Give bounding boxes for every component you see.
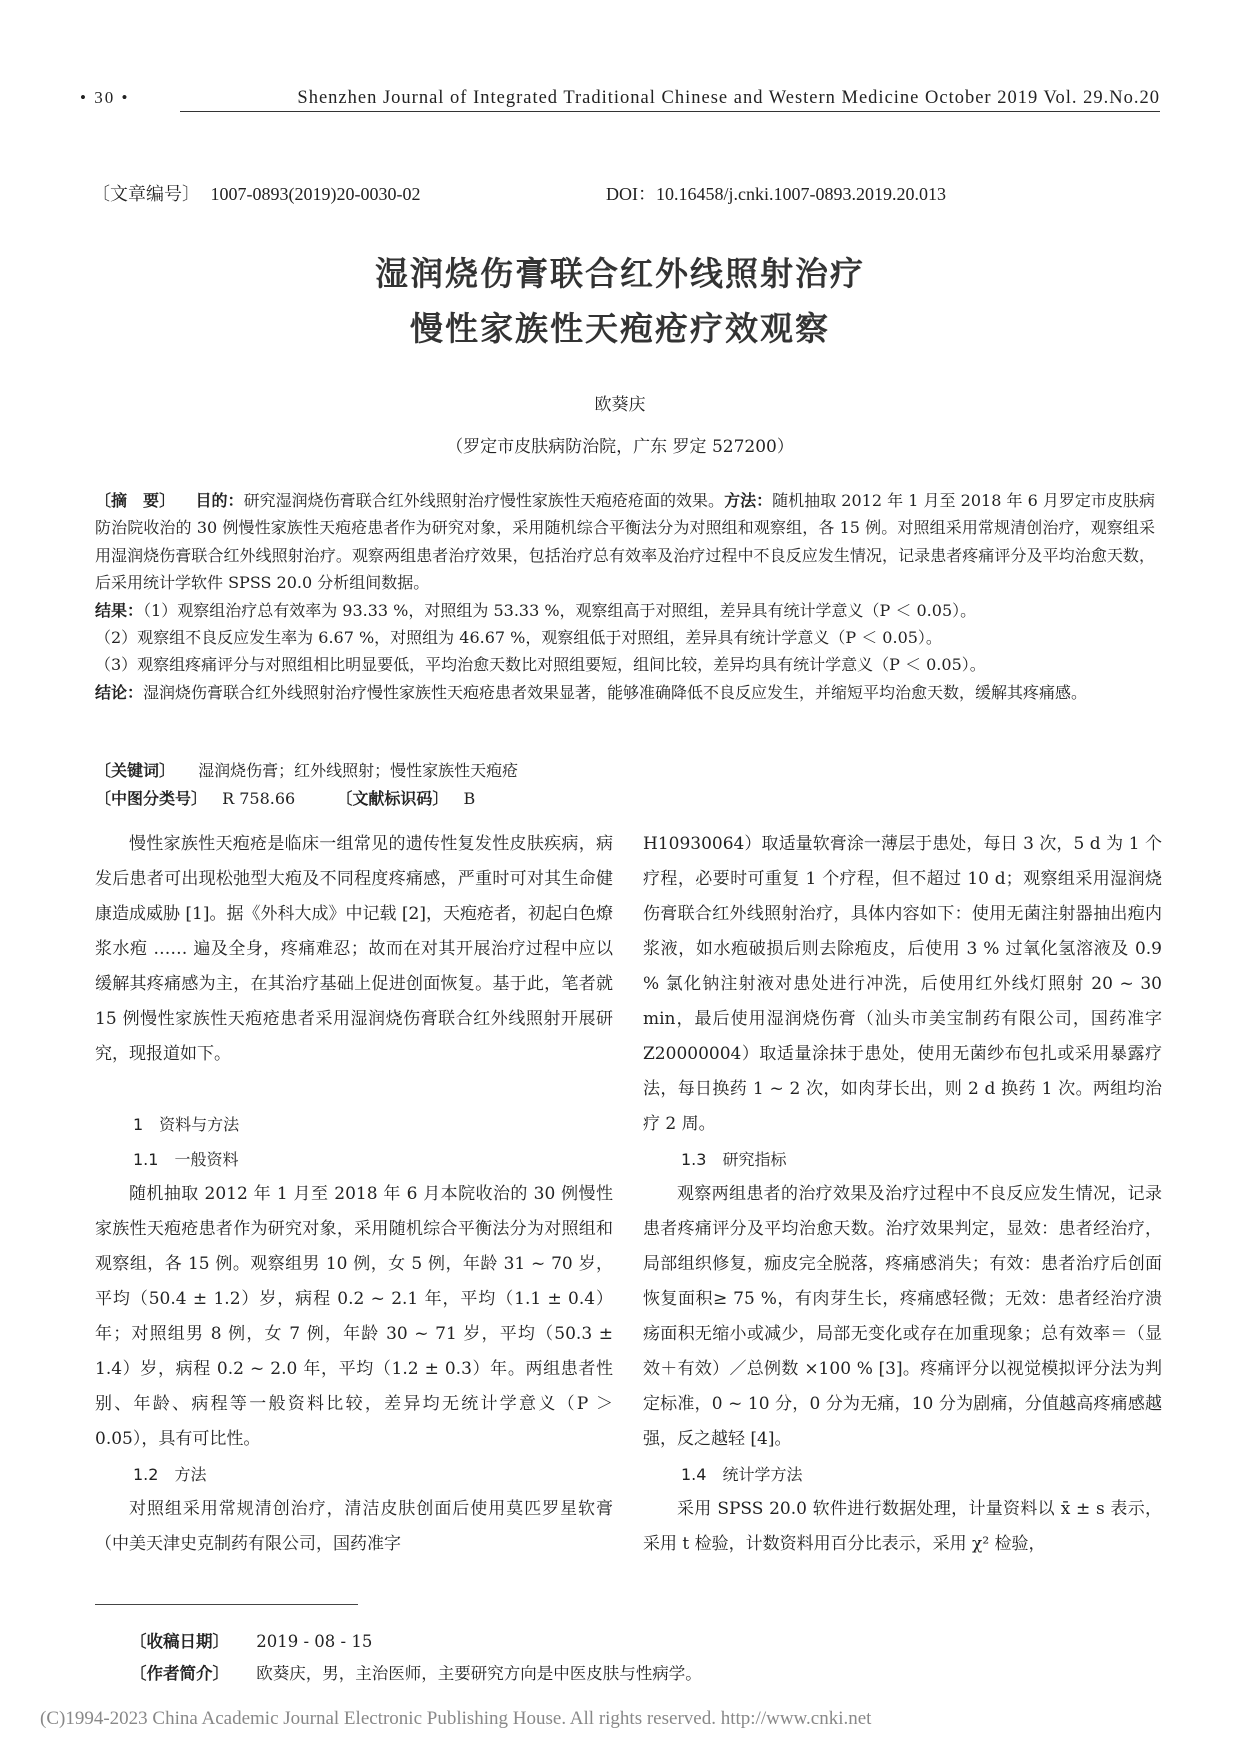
- article-title-line1: 湿润烧伤膏联合红外线照射治疗: [375, 254, 865, 293]
- article-title-line2: 慢性家族性天疱疮疗效观察: [410, 309, 830, 348]
- clc-label: 〔中图分类号〕: [95, 789, 208, 808]
- abstract-method: 随机抽取 2012 年 1 月至 2018 年 6 月罗定市皮肤病防治院收治的 30 例慢性家族性天疱疮患者作为研究对象，采用随机综合平衡法分为对照组和观察组，各 15 例。对照组采用常规清创治疗，观察组采用湿润烧伤膏联合红外线照射治疗。观察两组患者治疗效果，包括治疗总有效率及治疗过程中不良反应发生情况，记录患者疼痛评分及平均治愈天数，后采用统计学软件 SPSS 20.0 分析组间数据。: [95, 491, 1155, 593]
- received-date: [130, 1628, 372, 1652]
- classification: [95, 786, 475, 809]
- abstract-result-1: （1）观察组治疗总有效率为 93.33 %，对照组为 53.33 %，观察组高于对照组，差异具有统计学意义（P ＜ 0.05）。: [143, 600, 977, 620]
- paragraph-1-3: 观察两组患者的治疗效果及治疗过程中不良反应发生情况，记录患者疼痛评分及平均治愈天数。治疗效果判定，显效：患者经治疗，局部组织修复，痂皮完全脱落，疼痛感消失；有效：患者治疗后创面恢复面积≥ 75 %，有肉芽生长，疼痛感轻微；无效：患者经治疗溃疡面积无缩小或减少，局部无变化或存在加重现象；总有效率＝（显效＋有效）／总例数 ×100 % [3]。疼痛评分以视觉模拟评分法为判定标准，0 ~ 10 分，0 分为无痛，10 分为剧痛，分值越高疼痛感越强，反之越轻 [4]。: [643, 1184, 1162, 1449]
- author-bio-text: 欧葵庆，男，主治医师，主要研究方向是中医皮肤与性病学。: [256, 1664, 702, 1683]
- author-bio-label: 〔作者简介〕: [130, 1664, 229, 1683]
- intro-paragraph: 慢性家族性天疱疮是临床一组常见的遗传性复发性皮肤疾病，病发后患者可出现松弛型大疱及不同程度疼痛感，严重时可对其生命健康造成威胁 [1]。据《外科大成》中记载 [2]，天疱疮者，初起白色燎浆水疱 …… 遍及全身，疼痛难忍；故而在对其开展治疗过程中应以缓解其疼痛感为主，在其治疗基础上促进创面恢复。基于此，笔者就 15 例慢性家族性天疱疮患者采用湿润烧伤膏联合红外线照射开展研究，现报道如下。: [95, 834, 613, 1064]
- abstract-purpose: 研究湿润烧伤膏联合红外线照射治疗慢性家族性天疱疮疮面的效果。: [243, 491, 725, 510]
- author-bio: [130, 1660, 702, 1684]
- article-id: [92, 180, 420, 206]
- conclusion-label: 结论：: [95, 682, 144, 702]
- doc-code: B: [463, 789, 476, 808]
- abstract-label: 〔摘 要〕: [95, 491, 176, 510]
- abstract-result-2: （2）观察组不良反应发生率为 6.67 %，对照组为 46.67 %，观察组低于对照组，差异具有统计学意义（P ＜ 0.05）。: [95, 628, 942, 648]
- method-label: 方法：: [724, 491, 773, 510]
- result-label: 结果：: [95, 600, 144, 620]
- author: 欧葵庆: [594, 395, 646, 415]
- body-column-left: [95, 827, 613, 1562]
- page-number: • 30 •: [80, 88, 130, 107]
- abstract: [95, 487, 1155, 706]
- affiliation: （罗定市皮肤病防治院，广东 罗定 527200）: [446, 437, 794, 457]
- paragraph-1-2: 对照组采用常规清创治疗，清洁皮肤创面后使用莫匹罗星软膏（中美天津史克制药有限公司，国药准字: [95, 1499, 613, 1554]
- article-id-label: 〔文章编号〕: [92, 184, 200, 204]
- article-id-value: 1007-0893(2019)20-0030-02: [210, 184, 421, 204]
- paragraph-1-4: 采用 SPSS 20.0 软件进行数据处理，计量资料以 x̄ ± s 表示，采用 t 检验，计数资料用百分比表示，采用 χ² 检验，: [643, 1499, 1162, 1554]
- paragraph-1-2-cont: H10930064）取适量软膏涂一薄层于患处，每日 3 次，5 d 为 1 个疗程，必要时可重复 1 个疗程，但不超过 10 d；观察组采用湿润烧伤膏联合红外线照射治疗，具体内容如下：使用无菌注射器抽出疱内浆液，如水疱破损后则去除疱皮，后使用 3 % 过氧化氢溶液及 0.9 % 氯化钠注射液对患处进行冲洗，后使用红外线灯照射 20 ~ 30 min，最后使用湿润烧伤膏（汕头市美宝制药有限公司，国药准字 Z20000004）取适量涂抹于患处，使用无菌纱布包扎或采用暴露疗法，每日换药 1 ~ 2 次，如肉芽长出，则 2 d 换药 1 次。两组均治疗 2 周。: [643, 834, 1162, 1134]
- abstract-result-3: （3）观察组疼痛评分与对照组相比明显要低，平均治愈天数比对照组要短，组间比较，差异均具有统计学意义（P ＜ 0.05）。: [95, 655, 986, 675]
- body-column-right: [643, 827, 1162, 1562]
- keywords: [95, 758, 518, 781]
- section-heading-1-4: 1.4 统计学方法: [681, 1465, 803, 1484]
- paragraph-1-1: 随机抽取 2012 年 1 月至 2018 年 6 月本院收治的 30 例慢性家族性天疱疮患者作为研究对象，采用随机综合平衡法分为对照组和观察组，各 15 例。观察组男 10 例，女 5 例，年龄 31 ~ 70 岁，平均（50.4 ± 1.2）岁，病程 0.2 ~ 2.1 年，平均（1.1 ± 0.4）年；对照组男 8 例，女 7 例，年龄 30 ~ 71 岁，平均（50.3 ± 1.4）岁，病程 0.2 ~ 2.0 年，平均（1.2 ± 0.3）年。两组患者性别、年龄、病程等一般资料比较，差异均无统计学意义（P ＞ 0.05），具有可比性。: [95, 1184, 613, 1449]
- copyright-notice: (C)1994-2023 China Academic Journal Electronic Publishing House. All rights reserved. http://www.cnki.net: [40, 1708, 872, 1729]
- purpose-label: 目的：: [195, 491, 244, 510]
- keywords-label: 〔关键词〕: [95, 761, 176, 780]
- received-value: 2019 - 08 - 15: [256, 1632, 373, 1651]
- doc-code-label: 〔文献标识码〕: [336, 789, 449, 808]
- section-heading-1-1: 1.1 一般资料: [133, 1150, 239, 1169]
- clc-code: R 758.66: [222, 789, 296, 808]
- section-heading-1: 1 资料与方法: [133, 1115, 240, 1134]
- footnote-divider: [95, 1604, 358, 1605]
- keywords-text: 湿润烧伤膏；红外线照射；慢性家族性天疱疮: [198, 761, 519, 780]
- abstract-conclusion: 湿润烧伤膏联合红外线照射治疗慢性家族性天疱疮患者效果显著，能够准确降低不良反应发生，并缩短平均治愈天数，缓解其疼痛感。: [143, 682, 1088, 702]
- section-heading-1-2: 1.2 方法: [133, 1465, 207, 1484]
- received-label: 〔收稿日期〕: [130, 1632, 229, 1651]
- journal-title: Shenzhen Journal of Integrated Traditional Chinese and Western Medicine October 2019 Vol. 29.No.20: [180, 88, 1160, 112]
- section-heading-1-3: 1.3 研究指标: [681, 1150, 787, 1169]
- doi: DOI：10.16458/j.cnki.1007-0893.2019.20.013: [606, 184, 946, 204]
- running-header: [80, 88, 1160, 112]
